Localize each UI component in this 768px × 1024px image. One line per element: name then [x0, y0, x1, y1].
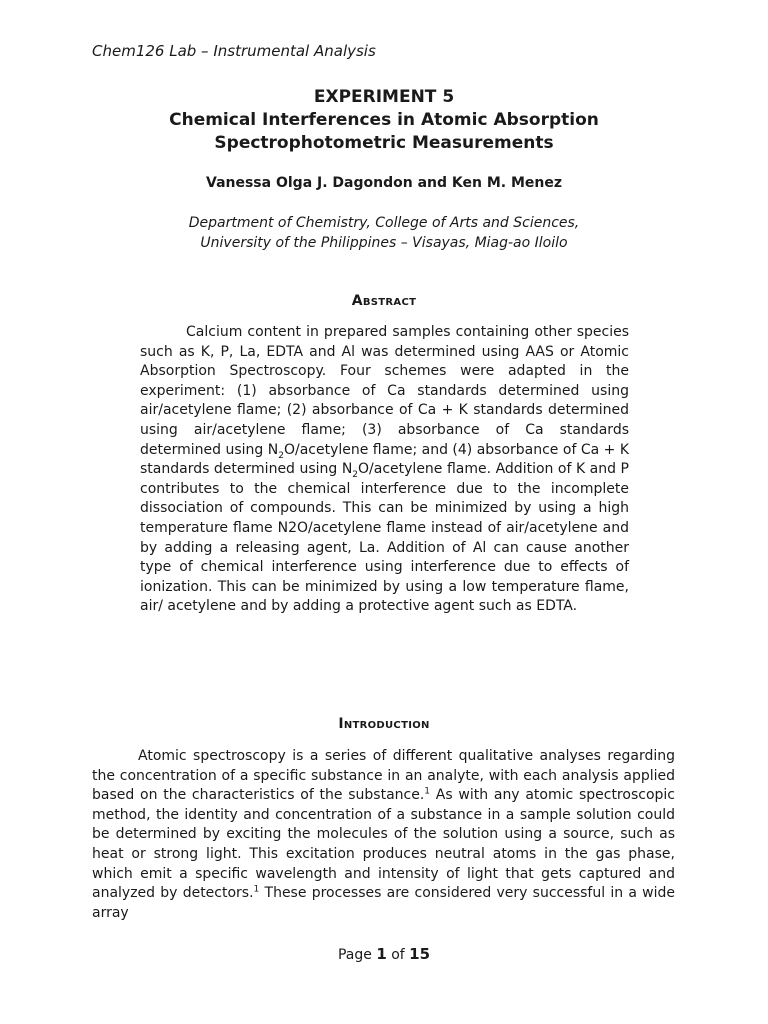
footer-middle: of — [386, 947, 410, 963]
intro-text-2: As with any atomic spectroscopic method, the identity and concentration of a substance in a sample solution could be determined by exciting the molecules of the solution using a source, such as heat or strong light. This excitation produces neutral atoms in the gas phase, which emit a specific wavelength and intensity of light that gets captured and analyzed by detectors. — [92, 787, 675, 902]
title-block — [0, 86, 768, 155]
citation-superscript: 1 — [424, 786, 431, 797]
total-page-count: 15 — [409, 945, 431, 963]
title-line-1: Chemical Interferences in Atomic Absorption — [169, 110, 599, 130]
introduction-heading: Introduction — [338, 716, 430, 732]
abstract-text-2: O/acetylene flame; and (4) absorbance of Ca + K standards determined using N — [140, 441, 629, 478]
introduction-paragraph — [92, 747, 675, 923]
subscript: 2 — [278, 450, 284, 461]
page-footer — [0, 945, 768, 963]
current-page-number: 1 — [376, 945, 387, 963]
experiment-number: EXPERIMENT 5 — [313, 87, 455, 107]
title-line-2: Spectrophotometric Measurements — [214, 133, 554, 153]
abstract-paragraph — [140, 323, 629, 617]
citation-superscript: 1 — [253, 884, 260, 895]
running-header: Chem126 Lab – Instrumental Analysis — [92, 42, 376, 60]
authors: Vanessa Olga J. Dagondon and Ken M. Menez — [206, 175, 562, 191]
intro-text-1: Atomic spectroscopy is a series of different qualitative analyses regarding the concentration of a specific substance in an analyte, with each analysis applied based on the characteristics of the substance. — [92, 748, 675, 804]
abstract-heading: Abstract — [351, 293, 417, 309]
intro-text-3: These processes are considered very successful in a wide array — [92, 885, 675, 921]
subscript: 2 — [352, 469, 359, 480]
footer-prefix: Page — [337, 947, 377, 963]
abstract-text-1: Calcium content in prepared samples containing other species such as K, P, La, EDTA and Al was determined using AAS or Atomic Absorption Spectroscopy. Four schemes were adapted in the experiment: (1) absorbance of Ca standards determined using air/acetylene flame; (2) absorbance of Ca + K standards determined using air/acetylene flame; (3) absorbance of Ca standards determined using N — [140, 324, 629, 458]
abstract-text-3: O/acetylene flame. Addition of K and P contributes to the chemical interference due to the incomplete dissociation of compounds. This can be minimized by using a high temperature flame N2O/acetylene flame instead of air/acetylene and by adding a releasing agent, La. Addition of Al can cause another type of chemical interference using interference due to effects of ionization. This can be minimized by using a low temperature flame, air/ acetylene and by adding a protective agent such as EDTA. — [140, 461, 629, 615]
affiliation-line-1: Department of Chemistry, College of Arts and Sciences, — [188, 215, 580, 231]
affiliation-line-2: University of the Philippines – Visayas, Miag-ao Iloilo — [200, 235, 568, 251]
affiliation — [0, 213, 768, 253]
